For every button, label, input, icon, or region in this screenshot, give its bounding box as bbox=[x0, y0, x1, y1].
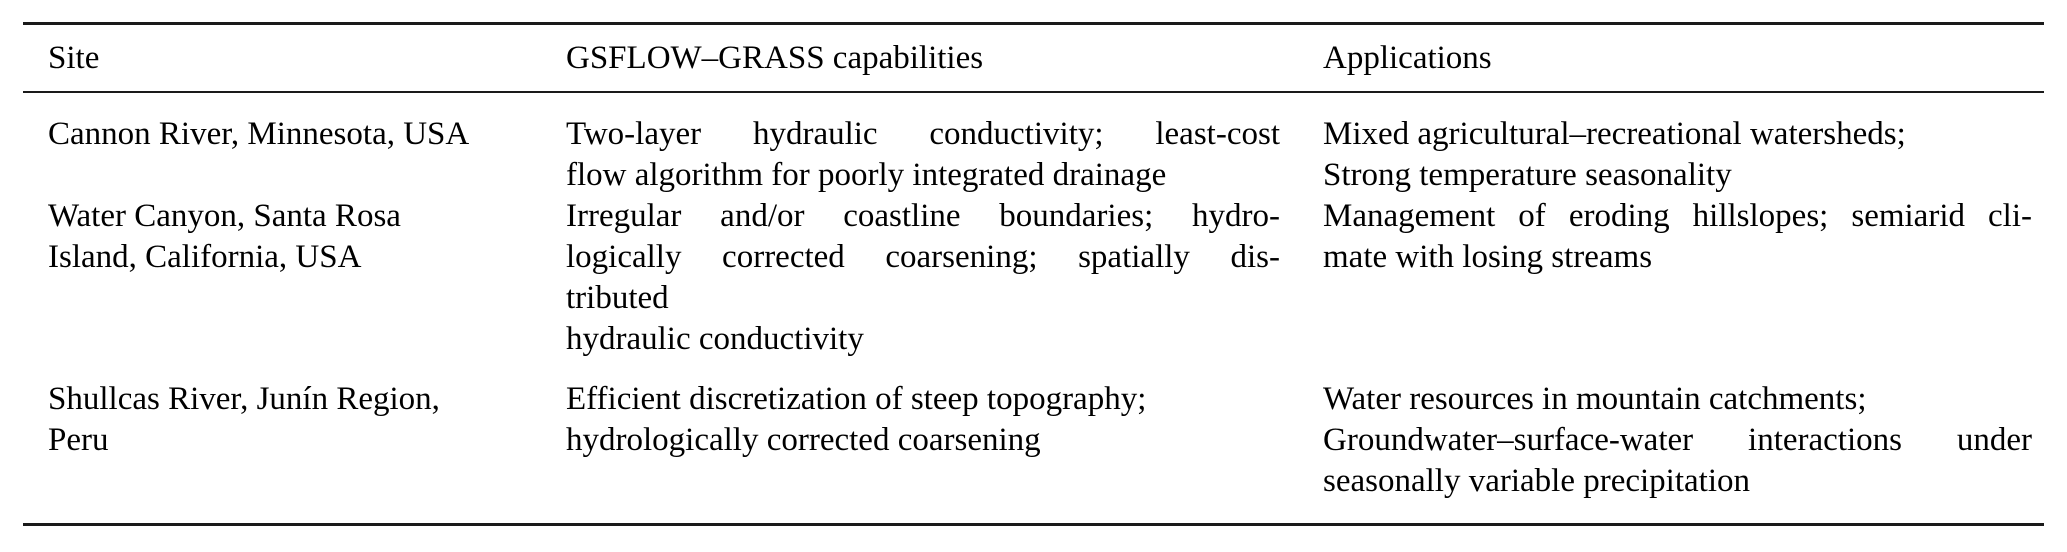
text-line: Groundwater–surface-water interactions under bbox=[1323, 422, 2032, 458]
cell-capabilities bbox=[566, 114, 1323, 196]
text-line: hydrologically corrected coarsening bbox=[566, 422, 1041, 458]
cell-capabilities bbox=[566, 379, 1323, 502]
cell-capabilities bbox=[566, 196, 1323, 360]
text-line: Peru bbox=[48, 422, 109, 458]
cell-site bbox=[48, 114, 566, 196]
cell-applications bbox=[1323, 196, 2032, 360]
table-row-water-canyon bbox=[48, 196, 2032, 360]
text-line: Management of eroding hillslopes; semiarid cli- bbox=[1323, 198, 2032, 234]
text-line: Strong temperature seasonality bbox=[1323, 157, 1732, 193]
text-line: Water resources in mountain catchments; bbox=[1323, 381, 1867, 417]
text-line: flow algorithm for poorly integrated drainage bbox=[566, 157, 1167, 193]
table-bottom-rule bbox=[23, 523, 2044, 526]
text-line: Two-layer hydraulic conductivity; least-cost bbox=[566, 116, 1280, 152]
text-line: hydraulic conductivity bbox=[566, 321, 864, 357]
table-header-row bbox=[48, 25, 2032, 91]
text-line: Shullcas River, Junín Region, bbox=[48, 381, 440, 417]
cell-site bbox=[48, 196, 566, 360]
column-header-capabilities: GSFLOW–GRASS capabilities bbox=[566, 39, 984, 76]
cell-applications bbox=[1323, 379, 2032, 502]
cell-site bbox=[48, 379, 566, 502]
text-line: tributed bbox=[566, 280, 669, 316]
text-line: Irregular and/or coastline boundaries; hydro- bbox=[566, 198, 1280, 234]
column-header-applications: Applications bbox=[1323, 39, 1492, 76]
text-line: Island, California, USA bbox=[48, 239, 362, 275]
text-line: mate with losing streams bbox=[1323, 239, 1653, 275]
text-line: Mixed agricultural–recreational watersheds; bbox=[1323, 116, 1906, 152]
text-line: seasonally variable precipitation bbox=[1323, 463, 1751, 499]
text-line: Water Canyon, Santa Rosa bbox=[48, 198, 401, 234]
column-header-site: Site bbox=[48, 39, 100, 76]
table-row-cannon-river bbox=[48, 114, 2032, 196]
text-line: Efficient discretization of steep topography; bbox=[566, 381, 1147, 417]
cell-applications bbox=[1323, 114, 2032, 196]
text-line: logically corrected coarsening; spatially dis- bbox=[566, 239, 1280, 275]
table-body bbox=[48, 93, 2032, 502]
table-row-shullcas-river bbox=[48, 379, 2032, 502]
text-line: Cannon River, Minnesota, USA bbox=[48, 116, 470, 152]
